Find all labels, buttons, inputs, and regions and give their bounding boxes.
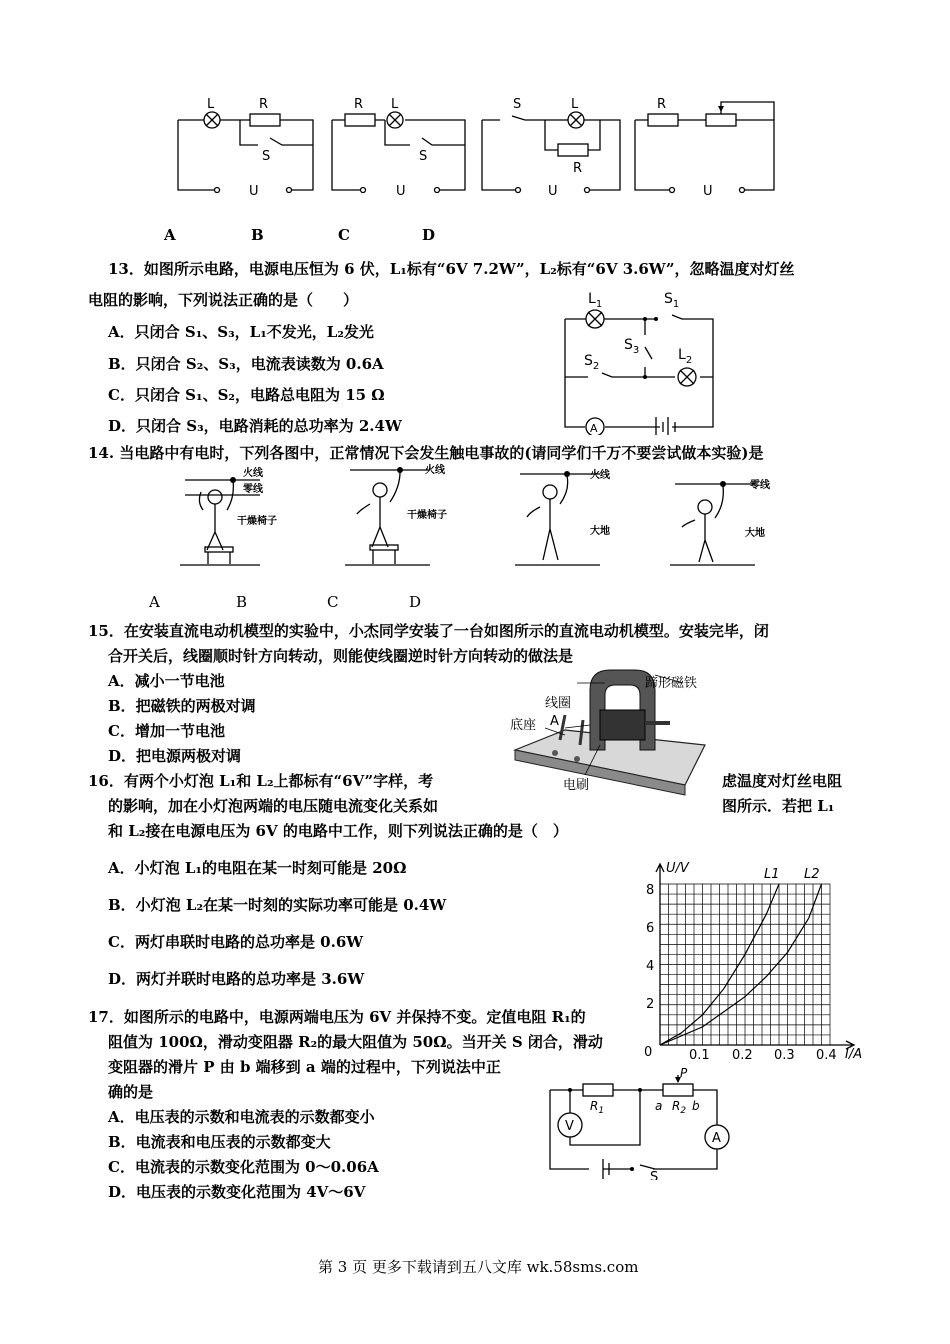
q15-option-c: C．增加一节电池 [108, 722, 225, 740]
q13-option-d: D．只闭合 S₃，电路消耗的总功率为 2.4W [108, 417, 402, 435]
svg-text:S1 [664, 291, 679, 310]
q15-a-label: A [550, 714, 559, 729]
q13-option-a: A．只闭合 S₁、S₃，L₁不发光，L₂发光 [108, 323, 374, 341]
q14-d-earth: 大地 [745, 528, 765, 539]
c1-u-label: U [249, 184, 259, 199]
page-footer: 第 3 页 更多下载请到五八文库 wk.58sms.com [318, 1258, 639, 1276]
q13-stem-line1: 13．如图所示电路，电源电压恒为 6 伏，L₁标有“6V 7.2W”，L₂标有“6V 3.6W”，忽略温度对灯丝 [108, 260, 795, 278]
q17-option-d: D．电压表的示数变化范围为 4V～6V [108, 1183, 366, 1201]
q17-stem-line1: 17．如图所示的电路中，电源两端电压为 6V 并保持不变。定值电阻 R₁的 [88, 1008, 586, 1026]
svg-text:L2 [678, 347, 692, 366]
q14-a-neutral: 零线 [243, 484, 263, 495]
q17-p-label: P [680, 1066, 688, 1080]
q13-s1-label: S [664, 291, 673, 307]
q14-label-a: A [149, 593, 160, 611]
q14-label-b: B [236, 593, 248, 611]
q16-stem-line1b: 虑温度对灯丝电阻 [722, 772, 843, 790]
q12-label-c: C [338, 226, 350, 244]
q17-stem-line2: 阻值为 100Ω，滑动变阻器 R₂的最大阻值为 50Ω。当开关 S 闭合，滑动 [108, 1033, 603, 1051]
q17-r1-label: R [590, 1099, 599, 1113]
q13-s2-sub: 2 [592, 361, 600, 372]
q13-l2-sub: 2 [685, 355, 693, 366]
q17-circuit-diagram [545, 1065, 740, 1180]
q16-option-d: D．两灯并联时电路的总功率是 3.6W [108, 970, 365, 988]
q13-l1-label: L [588, 291, 596, 307]
c3-l-label: L [571, 97, 579, 112]
q13-circuit-diagram [560, 285, 720, 435]
c2-r-label: R [354, 97, 364, 112]
c3-r-label: R [573, 161, 583, 176]
q14-b-live: 火线 [425, 465, 445, 476]
c4-r-label: R [657, 97, 667, 112]
c3-u-label: U [548, 184, 558, 199]
q15-magnet-label: 蹄形磁铁 [645, 676, 698, 691]
q17-stem-line4: 确的是 [108, 1083, 154, 1101]
l1-legend: L1 [764, 867, 780, 882]
x-axis-label: I/A [845, 1047, 863, 1062]
q13-ammeter-label: A [590, 422, 598, 435]
q13-l1-sub: 1 [595, 299, 603, 310]
c2-u-label: U [396, 184, 406, 199]
svg-text:S3 [624, 337, 639, 356]
y-tick-4: 4 [646, 959, 655, 974]
q16-iu-chart [632, 858, 867, 1063]
svg-text:L1 [588, 291, 602, 310]
c2-s-label: S [419, 149, 428, 164]
q14-illustrations [175, 462, 785, 572]
l2-legend: L2 [804, 867, 820, 882]
q15-motor-photo [505, 665, 715, 805]
q17-r2-label: R [672, 1099, 681, 1113]
q16-option-b: B．小灯泡 L₂在某一时刻的实际功率可能是 0.4W [108, 896, 447, 914]
origin-label: 0 [644, 1045, 653, 1060]
c1-l-label: L [207, 97, 215, 112]
q13-stem-line2: 电阻的影响，下列说法正确的是（ ） [88, 291, 359, 309]
q13-option-b: B．只闭合 S₂、S₃，电流表读数为 0.6A [108, 355, 384, 373]
q14-label-c: C [327, 593, 339, 611]
c1-s-label: S [262, 149, 271, 164]
q17-option-a: A．电压表的示数和电流表的示数都变小 [108, 1108, 375, 1126]
q15-brush-label: 电刷 [563, 778, 590, 793]
q17-a-label: a [655, 1099, 663, 1113]
q14-a-live: 火线 [243, 468, 263, 479]
x-tick-0-4: 0.4 [816, 1048, 837, 1063]
q14-label-d: D [409, 593, 422, 611]
q17-option-c: C．电流表的示数变化范围为 0～0.06A [108, 1158, 379, 1176]
c3-s-label: S [513, 97, 522, 112]
q15-option-a: A．减小一节电池 [108, 672, 225, 690]
q14-c-live: 火线 [590, 470, 610, 481]
q14-stem: 14. 当电路中有电时，下列各图中，正常情况下会发生触电事故的(请同学们千万不要尝试做本实验)是 [88, 444, 764, 462]
q16-stem-line2a: 的影响，加在小灯泡两端的电压随电流变化关系如 [108, 797, 439, 815]
q12-label-a: A [164, 226, 176, 244]
q13-s3-sub: 3 [632, 345, 640, 356]
q16-stem-line3: 和 L₂接在电源电压为 6V 的电路中工作，则下列说法正确的是（ ） [108, 822, 568, 840]
q13-s1-sub: 1 [672, 299, 680, 310]
q17-option-b: B．电流表和电压表的示数都变大 [108, 1133, 331, 1151]
q13-l2-label: L [678, 347, 686, 363]
c1-r-label: R [259, 97, 269, 112]
y-tick-6: 6 [646, 921, 655, 936]
q17-r2-sub: 2 [680, 1106, 687, 1116]
y-tick-2: 2 [646, 997, 655, 1012]
q17-ammeter-label: A [712, 1131, 721, 1146]
q14-d-neutral: 零线 [750, 480, 770, 491]
q16-stem-line2b: 图所示．若把 L₁ [722, 797, 835, 815]
q16-stem-line1a: 16．有两个小灯泡 L₁和 L₂上都标有“6V”字样，考 [88, 772, 434, 790]
x-tick-0-2: 0.2 [732, 1048, 753, 1063]
q17-stem-line3: 变阻器的滑片 P 由 b 端移到 a 端的过程中，下列说法中正 [108, 1058, 501, 1076]
q12-circuit-diagrams [170, 90, 780, 205]
q14-b-stool: 干燥椅子 [407, 510, 447, 521]
q15-stem-line2: 合开关后，线圈顺时针方向转动，则能使线圈逆时针方向转动的做法是 [108, 647, 574, 665]
q17-b-label: b [692, 1099, 700, 1113]
x-tick-0-1: 0.1 [689, 1048, 710, 1063]
c2-l-label: L [391, 97, 399, 112]
q15-option-d: D．把电源两极对调 [108, 747, 242, 765]
q13-s2-label: S [584, 353, 593, 369]
y-axis-label: U/V [666, 861, 689, 876]
q17-voltmeter-label: V [565, 1119, 574, 1134]
q15-base-label: 底座 [510, 718, 537, 733]
y-tick-8: 8 [646, 883, 655, 898]
q15-n-label: N [623, 697, 631, 708]
q17-r1-sub: 1 [598, 1106, 605, 1116]
q15-stem-line1: 15．在安装直流电动机模型的实验中，小杰同学安装了一台如图所示的直流电动机模型。安装完毕，闭 [88, 622, 769, 640]
c4-u-label: U [703, 184, 713, 199]
svg-text:S2 [584, 353, 599, 372]
q15-coil-label: 线圈 [545, 696, 572, 711]
q17-switch-label: S [650, 1170, 659, 1180]
q13-option-c: C．只闭合 S₁、S₂，电路总电阻为 15 Ω [108, 386, 385, 404]
q16-option-c: C．两灯串联时电路的总功率是 0.6W [108, 933, 364, 951]
q16-option-a: A．小灯泡 L₁的电阻在某一时刻可能是 20Ω [108, 859, 407, 877]
q15-option-b: B．把磁铁的两极对调 [108, 697, 256, 715]
svg-text:R1 [590, 1099, 604, 1116]
q14-a-stool: 干燥椅子 [237, 516, 277, 527]
q14-c-earth: 大地 [590, 526, 610, 537]
q12-label-d: D [422, 226, 436, 244]
svg-text:R2 [672, 1099, 686, 1116]
x-tick-0-3: 0.3 [774, 1048, 795, 1063]
q13-s3-label: S [624, 337, 633, 353]
q12-label-b: B [251, 226, 264, 244]
